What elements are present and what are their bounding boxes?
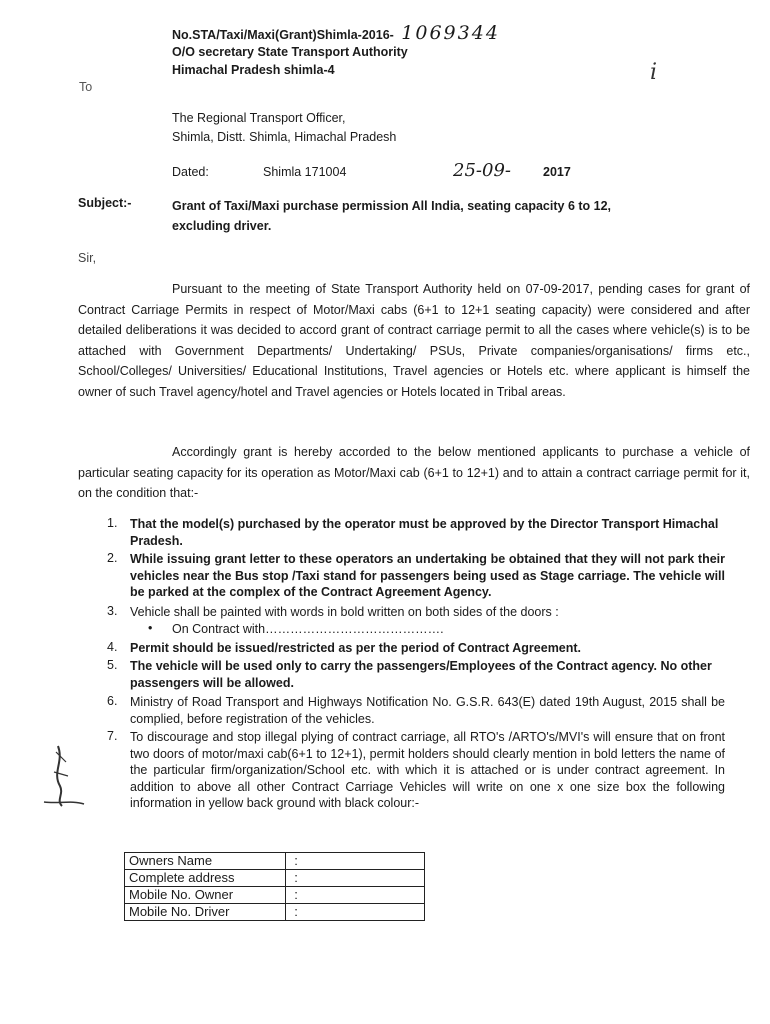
bullet-icon: •: [148, 621, 153, 635]
table-row: [125, 853, 425, 870]
table-colon: :: [286, 887, 307, 904]
condition-3: Vehicle shall be painted with words in bold written on both sides of the doors :: [130, 605, 559, 619]
to-label: To: [79, 80, 93, 94]
condition-number: 4.: [107, 640, 118, 654]
condition-6: Ministry of Road Transport and Highways Notification No. G.S.R. 643(E) dated 19th August, 2015 shall be complied, before registration of the vehicles.: [130, 695, 725, 726]
table-colon: :: [286, 904, 307, 921]
recipient-line-2: Shimla, Distt. Shimla, Himachal Pradesh: [172, 130, 397, 144]
condition-number: 7.: [107, 729, 118, 743]
owner-name-value: [306, 853, 425, 870]
dated-place: Shimla 171004: [263, 165, 347, 179]
owner-info-table: [124, 852, 425, 921]
condition-2: While issuing grant letter to these operators an undertaking be obtained that they will not park their vehicles near the Bus stop /Taxi stand for passengers being used as Stage carriage. The vehicle will be parked at the complex of the Contract Agreement Agency.: [130, 552, 725, 600]
condition-5: The vehicle will be used only to carry the passengers/Employees of the Contract agency. No other passengers will be allowed.: [130, 659, 712, 690]
dated-label: Dated:: [172, 165, 209, 179]
condition-1: That the model(s) purchased by the operator must be approved by the Director Transport Himachal Pradesh.: [130, 517, 719, 548]
recipient-line-1: The Regional Transport Officer,: [172, 111, 346, 125]
table-row: [125, 904, 425, 921]
subject-text: Grant of Taxi/Maxi purchase permission All India, seating capacity 6 to 12, excluding driver.: [172, 199, 612, 233]
condition-7: To discourage and stop illegal plying of contract carriage, all RTO's /ARTO's/MVI's will ensure that on front two doors of motor/maxi cab(6+1 to 12+1), permit holders should clearly mention in bold letters the name of the particular firm/organization/School etc. with which it is attached or is under contract agreement. In addition to above all other Contract Carriage Vehicles will write on one x one size box the following information in yellow back ground with black colour:-: [130, 730, 725, 811]
condition-number: 5.: [107, 658, 118, 672]
office-name: O/O secretary State Transport Authority: [172, 45, 408, 59]
office-place: Himachal Pradesh shimla-4: [172, 63, 335, 77]
condition-number: 2.: [107, 551, 118, 565]
salutation: Sir,: [78, 251, 97, 265]
condition-number: 1.: [107, 516, 118, 530]
table-row: [125, 870, 425, 887]
condition-4: Permit should be issued/restricted as per the period of Contract Agreement.: [130, 641, 582, 655]
dated-year: 2017: [543, 165, 571, 179]
condition-number: 6.: [107, 694, 118, 708]
complete-address-label: Complete address: [125, 870, 286, 887]
reference-number: [172, 24, 500, 44]
paragraph-1: Pursuant to the meeting of State Transport Authority held on 07-09-2017, pending cases for grant of Contract Carriage Permits in respect of Motor/Maxi cabs (6+1 to 12+1 seating capacity) were considered and after detailed deliberations it was decided to accord grant of contract carriage permit to all the cases where vehicle(s) is to be attached with Government Departments/ Undertaking/ PSUs, Private companies/organisations/ firms etc., School/Colleges/ Universities/ Educational Institutions, Travel agencies or Hotels etc. where applicant is himself the owner of such Travel agency/hotel and Travel agencies or Hotels located in Tribal areas.: [78, 282, 750, 399]
condition-number: 3.: [107, 604, 118, 618]
reference-text: No.STA/Taxi/Maxi(Grant)Shimla-2016-: [172, 28, 394, 42]
paragraph-2: Accordingly grant is hereby accorded to the below mentioned applicants to purchase a vehicle of particular seating capacity for its operation as Motor/Maxi cab (6+1 to 12+1) and to attain a contract carriage permit for it, on the condition that:-: [78, 445, 750, 501]
handwritten-mark: i: [650, 60, 658, 85]
mobile-owner-label: Mobile No. Owner: [125, 887, 286, 904]
table-colon: :: [286, 853, 307, 870]
handwritten-reference-number: 1069344: [401, 22, 500, 44]
table-colon: :: [286, 870, 307, 887]
owner-name-label: Owners Name: [125, 853, 286, 870]
mobile-driver-label: Mobile No. Driver: [125, 904, 286, 921]
complete-address-value: [306, 870, 425, 887]
mobile-owner-value: [306, 887, 425, 904]
bullet-on-contract: On Contract with…………………………………….: [172, 622, 444, 636]
signature-scribble: [38, 742, 88, 812]
subject-label: Subject:-: [78, 196, 132, 210]
handwritten-date: 25-09-: [453, 160, 511, 181]
mobile-driver-value: [306, 904, 425, 921]
table-row: [125, 887, 425, 904]
